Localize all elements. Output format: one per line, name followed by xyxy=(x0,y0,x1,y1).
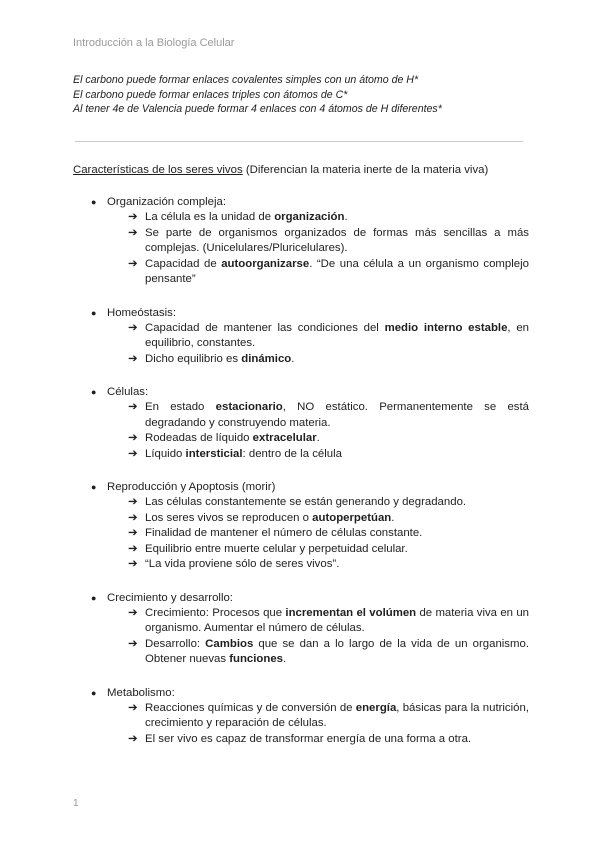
bold-term: medio interno estable xyxy=(384,321,508,334)
sub-item xyxy=(73,321,529,352)
bullet-icon: ● xyxy=(91,387,97,397)
sub-item xyxy=(73,511,529,527)
arrow-icon: ➔ xyxy=(128,637,138,650)
sub-item xyxy=(73,701,529,732)
item-text: El ser vivo es capaz de transformar energía de una forma a otra. xyxy=(145,732,472,745)
bold-term: autoorganizarse xyxy=(221,257,310,270)
bold-term: incrementan el volúmen xyxy=(285,606,417,619)
item-text: Equilibrio entre muerte celular y perpetuidad celular. xyxy=(145,542,408,555)
arrow-icon: ➔ xyxy=(128,511,138,524)
bullet-icon: ● xyxy=(91,197,97,207)
bold-term: autoperpetúan xyxy=(312,511,392,524)
arrow-icon: ➔ xyxy=(128,257,138,270)
characteristic-section xyxy=(73,480,529,573)
arrow-icon: ➔ xyxy=(128,321,138,334)
item-text: Capacidad de xyxy=(145,257,222,270)
heading-rest: (Diferencian la materia inerte de la materia viva) xyxy=(242,164,489,176)
sub-item xyxy=(73,732,529,748)
characteristics-list xyxy=(73,195,529,765)
section-title-text: Crecimiento y desarrollo: xyxy=(107,591,233,604)
section-title-text: Células: xyxy=(107,386,149,398)
item-text: La célula es la unidad de xyxy=(145,211,275,223)
section-title xyxy=(73,385,529,400)
item-text: . xyxy=(316,432,320,444)
item-text: . “De una célula a un organismo complejo pensante” xyxy=(145,257,529,285)
item-text: , NO estático. Permanentemente se está degradando y construyendo materia. xyxy=(145,401,529,429)
bold-term: funciones xyxy=(229,653,284,665)
sub-item xyxy=(73,637,529,668)
sub-item xyxy=(73,400,529,431)
sub-item xyxy=(73,257,529,288)
heading-underlined: Características de los seres vivos xyxy=(73,164,243,176)
item-text: . xyxy=(344,211,348,223)
sub-item xyxy=(73,606,529,637)
item-text: Crecimiento: Procesos que xyxy=(145,606,286,619)
section-title-text: Organización compleja: xyxy=(107,196,227,208)
item-text: . xyxy=(391,511,395,524)
item-text: “La vida proviene sólo de seres vivos”. xyxy=(145,558,340,570)
bold-term: dinámico xyxy=(241,352,292,365)
item-text: Reacciones químicas y de conversión de xyxy=(145,701,356,714)
arrow-icon: ➔ xyxy=(128,496,138,508)
item-text: de materia viva en un organismo. Aumentar el número de células. xyxy=(145,606,529,634)
sub-item xyxy=(73,431,529,447)
item-text: Capacidad de mantener las condiciones del xyxy=(145,321,385,334)
section-title xyxy=(73,591,529,606)
item-text: Desarrollo: xyxy=(145,637,206,650)
bold-term: energía xyxy=(355,701,397,714)
bold-term: Cambios xyxy=(205,637,254,650)
item-text: Dicho equilibrio es xyxy=(145,352,242,365)
sub-item xyxy=(73,495,529,511)
item-text: , básicas para la nutrición, crecimiento y reparación de células. xyxy=(145,701,529,729)
item-text: Las células constantemente se están generando y degradando. xyxy=(145,496,467,508)
section-title-text: Reproducción y Apoptosis (morir) xyxy=(107,481,276,493)
item-text: que se dan a lo largo de la vida de un organismo. Obtener nuevas xyxy=(145,637,529,665)
sub-item xyxy=(73,557,529,573)
arrow-icon: ➔ xyxy=(128,701,138,714)
sub-item xyxy=(73,447,529,463)
document-header: Introducción a la Biología Celular xyxy=(73,37,235,49)
notes-block xyxy=(73,73,442,117)
sub-item xyxy=(73,352,529,368)
arrow-icon: ➔ xyxy=(128,447,138,460)
item-text: . xyxy=(291,352,295,365)
arrow-icon: ➔ xyxy=(128,432,138,444)
note-line: El carbono puede formar enlaces triples con átomos de C* xyxy=(73,88,348,101)
section-heading xyxy=(73,164,488,176)
characteristic-section xyxy=(73,306,529,368)
sub-item xyxy=(73,542,529,558)
bold-term: intersticial xyxy=(185,447,243,460)
arrow-icon: ➔ xyxy=(128,558,138,570)
arrow-icon: ➔ xyxy=(128,542,138,555)
horizontal-divider xyxy=(75,141,523,142)
arrow-icon: ➔ xyxy=(128,211,138,223)
bullet-icon: ● xyxy=(91,482,97,492)
characteristic-section xyxy=(73,385,529,462)
item-text: Los seres vivos se reproducen o xyxy=(145,511,313,524)
sub-item xyxy=(73,210,529,226)
item-text: . xyxy=(283,653,287,665)
bold-term: estacionario xyxy=(215,401,283,413)
bullet-icon: ● xyxy=(91,307,97,318)
section-title-text: Homeóstasis: xyxy=(107,306,177,319)
arrow-icon: ➔ xyxy=(128,401,138,413)
sub-item xyxy=(73,226,529,257)
bullet-icon: ● xyxy=(91,687,97,698)
bold-term: organización xyxy=(274,211,345,223)
sub-item xyxy=(73,526,529,542)
section-title xyxy=(73,195,529,210)
characteristic-section xyxy=(73,686,529,748)
arrow-icon: ➔ xyxy=(128,527,138,539)
characteristic-section xyxy=(73,591,529,668)
item-text: En estado xyxy=(145,401,216,413)
section-title-text: Metabolismo: xyxy=(107,686,175,699)
item-text: Finalidad de mantener el número de células constante. xyxy=(145,527,423,539)
item-text: Rodeadas de líquido xyxy=(145,432,253,444)
page-number: 1 xyxy=(73,798,79,809)
note-line: El carbono puede formar enlaces covalentes simples con un átomo de H* xyxy=(73,74,419,86)
characteristic-section xyxy=(73,195,529,288)
section-title xyxy=(73,306,529,321)
arrow-icon: ➔ xyxy=(128,226,138,239)
bold-term: extracelular xyxy=(252,432,317,444)
arrow-icon: ➔ xyxy=(128,606,138,619)
note-line: Al tener 4e de Valencia puede formar 4 enlaces con 4 átomos de H diferentes* xyxy=(73,103,442,115)
arrow-icon: ➔ xyxy=(128,352,138,365)
section-title xyxy=(73,480,529,495)
item-text: : dentro de la célula xyxy=(242,447,342,460)
bullet-icon: ● xyxy=(91,592,97,603)
item-text: , en equilibrio, constantes. xyxy=(145,321,529,349)
item-text: Se parte de organismos organizados de formas más sencillas a más complejas. (Unicelulares/Pluricelulares). xyxy=(145,226,529,254)
item-text: Líquido xyxy=(145,447,186,460)
arrow-icon: ➔ xyxy=(128,732,138,745)
section-title xyxy=(73,686,529,701)
